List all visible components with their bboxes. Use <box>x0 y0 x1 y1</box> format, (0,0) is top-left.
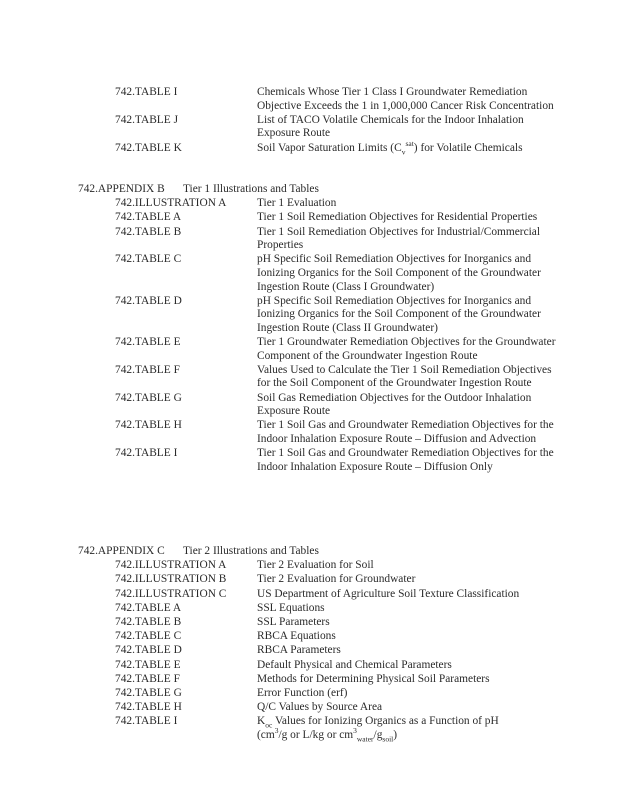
appendix-c-section <box>0 545 618 743</box>
text-part: Soil Vapor Saturation Limits (C <box>257 141 402 154</box>
appendix-heading <box>0 183 618 197</box>
entry-title: Tier 1 Soil Gas and Groundwater Remediation Objectives for the Indoor Inhalation Exposure Route – Diffusion Only <box>257 447 554 473</box>
entry-title: Error Function (erf) <box>257 686 348 699</box>
entry-title: Tier 2 Evaluation for Groundwater <box>257 573 416 586</box>
entry-label: 742.ILLUSTRATION C <box>115 587 227 600</box>
toc-entry <box>0 253 618 294</box>
entry-title: Values Used to Calculate the Tier 1 Soil Remediation Objectives for the Soil Component of the Groundwater Ingestion Route <box>257 363 552 390</box>
text-part: K <box>257 715 266 728</box>
appendix-code: 742.APPENDIX B <box>78 183 165 195</box>
text-part: Values for Ionizing Organics as a Function of pH <box>272 715 499 728</box>
text-part: sat <box>405 138 414 148</box>
entry-label: 742.TABLE I <box>115 86 178 98</box>
continued-list <box>0 86 618 156</box>
text-part: soil <box>382 734 394 744</box>
entry-label: 742.TABLE D <box>115 644 182 657</box>
entry-title: Default Physical and Chemical Parameters <box>257 658 452 671</box>
appendix-code: 742.APPENDIX C <box>78 545 165 557</box>
entry-title: Tier 2 Evaluation for Soil <box>257 559 374 572</box>
entry-title: Tier 1 Soil Gas and Groundwater Remediation Objectives for the Indoor Inhalation Exposure Route – Diffusion and Advection <box>257 419 554 446</box>
toc-entry <box>0 559 618 573</box>
entry-title: Methods for Determining Physical Soil Parameters <box>257 672 490 685</box>
entry-label: 742.TABLE G <box>115 686 182 699</box>
toc-entry <box>0 644 618 658</box>
entry-label: 742.TABLE J <box>115 113 178 126</box>
entry-label: 742.TABLE D <box>115 294 182 307</box>
entry-label: 742.TABLE K <box>115 141 182 154</box>
entry-title: RBCA Equations <box>257 630 336 643</box>
toc-entry <box>0 673 618 687</box>
toc-entry <box>0 114 618 141</box>
entry-title: RBCA Parameters <box>257 644 341 657</box>
text-part: /g or L/kg or cm <box>278 728 354 741</box>
appendix-title: Tier 2 Illustrations and Tables <box>183 545 319 557</box>
entry-label: 742.TABLE C <box>115 253 182 266</box>
toc-entry <box>0 392 618 419</box>
entry-label: 742.TABLE H <box>115 701 182 714</box>
toc-entry <box>0 364 618 391</box>
toc-entry <box>0 701 618 715</box>
toc-entry <box>0 336 618 363</box>
entry-title: List of TACO Volatile Chemicals for the Indoor Inhalation Exposure Route <box>257 113 524 140</box>
entry-label: 742.TABLE B <box>115 615 182 628</box>
text-part: 3 <box>274 726 279 736</box>
entry-title: pH Specific Soil Remediation Objectives for Inorganics and Ionizing Organics for the Soil Component of the Groundwater Ingestion Route (Class II Groundwater) <box>257 294 541 334</box>
appendix-title: Tier 1 Illustrations and Tables <box>183 183 319 195</box>
toc-entry <box>0 616 618 630</box>
toc-entry <box>0 138 618 156</box>
entry-title: Tier 1 Evaluation <box>257 197 337 210</box>
entry-title: Chemicals Whose Tier 1 Class I Groundwater Remediation Objective Exceeds the 1 in 1,000,000 Cancer Risk Concentration <box>257 86 554 112</box>
toc-entry <box>0 602 618 616</box>
entry-title <box>257 138 557 156</box>
toc-entry <box>0 687 618 701</box>
entry-label: 742.TABLE H <box>115 419 182 432</box>
text-part: (cm <box>257 728 275 741</box>
toc-entry <box>0 295 618 336</box>
text-part: oc <box>265 720 273 730</box>
entry-label: 742.TABLE F <box>115 363 180 376</box>
entry-label: 742.ILLUSTRATION A <box>115 197 227 210</box>
toc-entry <box>0 630 618 644</box>
entry-title: SSL Parameters <box>257 615 330 628</box>
appendix-b-section <box>0 183 618 475</box>
entry-title: pH Specific Soil Remediation Objectives for Inorganics and Ionizing Organics for the Soil Component of the Groundwater Ingestion Route (Class I Groundwater) <box>257 253 541 293</box>
toc-entry <box>0 226 618 253</box>
toc-entry <box>0 211 618 225</box>
toc-entry <box>0 447 618 474</box>
appendix-heading <box>0 545 618 559</box>
toc-entry <box>0 659 618 673</box>
text-part: v <box>401 146 406 156</box>
entry-label: 742.TABLE I <box>115 447 178 460</box>
text-part: /g <box>373 728 383 741</box>
appendix-b-entries <box>0 197 618 474</box>
entry-label: 742.TABLE I <box>115 715 178 728</box>
entry-label: 742.TABLE G <box>115 391 182 404</box>
entry-title: Tier 1 Soil Remediation Objectives for Industrial/Commercial Properties <box>257 225 541 252</box>
entry-label: 742.TABLE B <box>115 225 182 238</box>
toc-entry <box>0 573 618 587</box>
entry-title: Q/C Values by Source Area <box>257 701 383 714</box>
entry-label: 742.TABLE E <box>115 336 181 349</box>
entry-label: 742.TABLE E <box>115 658 181 671</box>
toc-entry <box>0 197 618 211</box>
text-part: 3 <box>353 726 357 736</box>
toc-entry <box>0 715 618 742</box>
toc-entry <box>0 419 618 446</box>
entry-title: Tier 1 Soil Remediation Objectives for Residential Properties <box>257 211 538 224</box>
entry-title: Soil Gas Remediation Objectives for the Outdoor Inhalation Exposure Route <box>257 391 532 418</box>
entry-title: SSL Equations <box>257 601 325 614</box>
entry-title <box>257 715 557 742</box>
entry-title: Tier 1 Groundwater Remediation Objectives for the Groundwater Component of the Groundwater Ingestion Route <box>257 336 556 362</box>
toc-entry <box>0 86 618 113</box>
text-part: ) for Volatile Chemicals <box>413 141 523 154</box>
entry-label: 742.TABLE F <box>115 672 180 685</box>
entry-label: 742.TABLE C <box>115 630 182 643</box>
entry-label: 742.TABLE A <box>115 211 182 224</box>
toc-entry <box>0 588 618 602</box>
entry-label: 742.ILLUSTRATION A <box>115 559 227 572</box>
text-part: ) <box>393 728 398 741</box>
entry-label: 742.ILLUSTRATION B <box>115 573 227 586</box>
entry-title: US Department of Agriculture Soil Texture Classification <box>257 587 520 600</box>
entry-label: 742.TABLE A <box>115 601 182 614</box>
text-part: water <box>356 734 374 744</box>
appendix-c-entries <box>0 559 618 714</box>
